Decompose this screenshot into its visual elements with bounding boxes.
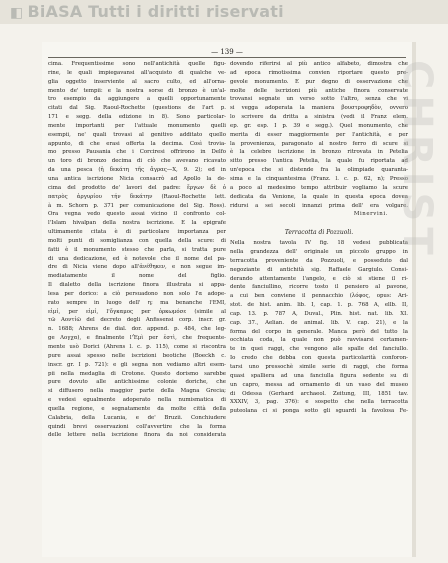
text-line: cap. 13. p. 787 A, Duval., Plin. hist. nat. lib. XI. [230,310,408,317]
section-gap [230,219,408,229]
text-line: molti punti di somiglianza con quella della scure: di [48,237,226,244]
library-logo-icon: ◧ [10,5,24,21]
text-line: forma del corpo in generale. Manca però del tutto la [230,328,408,335]
text-line: si diffusero nella maggior parte della Magna Grecia; [48,388,226,395]
text-line: ge Λογχα), e finalmente l'Ἐμὶ per ἐστὶ, che frequente- [48,335,226,342]
text-line: ep. gr. esp. I p. 39 e segg.). Quel monumento, che [230,122,408,129]
text-line: nella grandezza dell' originale un piccolo gruppo in [230,249,408,256]
text-line: l'Islam hivalpan della nostra iscrizione. E la epigrafe [48,220,226,227]
text-line: lo scrivere da dritta a sinistra (vedi il Franz elem. [230,114,408,121]
text-line: Calabria, della Lucania, e de' Bruzii. Conchiudere [48,414,226,421]
text-line: la provenienza, paragonato al nostro ferro di scure si [230,140,408,147]
text-line: terracotta proveniente da Pozzuoli, e posseduto dal [230,257,408,264]
library-banner [0,0,448,24]
text-line: quella regione, e segnatamente da molte città della [48,405,226,412]
section-title: Terracotta di Pozzuoli. [284,229,354,237]
text-line: fatti è il monumento stesso che parla, si tratta pure [48,246,226,253]
text-line: pii nella medaglia di Crotone. Questo dorismo sarebbe [48,370,226,377]
text-line: quindi brevi osservazioni coll'avvertire che la forma [48,423,226,430]
text-line: sima e la cinquantesima (Franz. l. c. p. 62, n); Presso [230,175,408,182]
text-line: a cui ben conviene il pennacchio (λόφος, opus: Ari- [230,293,408,300]
text-line: tro esempio da aggiungere a quelli opportunamente [48,96,226,103]
text-line: τῶ Αοντίῶ del decreto degli Anfissensi corp. inscr. gr. [48,317,226,324]
document-page [42,42,412,557]
text-line: Io credo che debba con questa particolarità conforon- [230,355,408,362]
text-line: ultimamente citata è di particolare importanza per [48,229,226,236]
banner-text [10,2,284,21]
text-line: Nella nostra tavola IV fig. 18 vedesi pubblicata [230,240,408,247]
text-line: e vedesi egualmente adoperato nella numismatica di [48,397,226,404]
text-line: dedicata da Venione, la quale in questa epoca dovea [230,193,408,200]
text-line: rato sempre in luogo dell' η; ma benanche l'ΕΜΙ, [48,299,226,306]
left-column [48,60,226,440]
page-edge [412,42,416,557]
banner-label: BiASA Tutti i diritti riservati [27,2,284,21]
text-line: ridursi a sei secoli innanzi prima dell' era volgare. [230,202,408,209]
text-line: è la celebre iscrizione in bronzo ritrovata in Petelia [230,149,408,156]
text-line: un'epoca che si distende fra la olimpiade quaranta- [230,167,408,174]
text-line: a poco al medesimo tempo attribuir vogliamo la scure [230,184,408,191]
text-line: merita di esser maggiormente per l'antichità, e per [230,131,408,138]
text-line: mente importanti per l'attuale monumento quelli [48,122,226,129]
text-line: pure assai spesso nelle iscrizioni beotiche (Boeckh c. [48,352,226,359]
text-line: lesa per dorico: a ciò persuadono non solo l'α adope- [48,290,226,297]
text-line: sitto presso l'antica Petelia, la quale fu riportata ad [230,158,408,165]
text-line: XXXIV, 3, pag. 376): e sospetto che nella terracotta [230,399,408,406]
text-line: glia oggetto inserviente al sacro culto, ed all'orna- [48,78,226,85]
text-line: trovansi segnate un verso sotto l'altro, senza che vi [230,96,408,103]
text-line: una antica iscrizione Nicia consacrò ad Apollo la de- [48,175,226,182]
text-line: cap. 37., Aelian. de animal. lib. V. cap. 21), e la [230,319,408,326]
watermark-text: CHRIST [394,60,440,261]
text-line: delle lettere nella iscrizione finora da noi considerata [48,432,226,439]
text-line: rine, le quali impiegavansi all'acquisto di qualche ve- [48,69,226,76]
text-line: citati dal Sig. Raoul-Rochette (questions de l'art p. [48,105,226,112]
text-line: appunto, di che erasi offerta la decima. Così trovia- [48,140,226,147]
text-line: mo presso Pausania che i Corciresi offrirono in Delfo [48,149,226,156]
right-column-bottom [230,239,408,416]
text-line: Ora vegna vedo questo assai vicino il confronto col- [48,211,226,218]
page-number: — 139 — [211,48,243,56]
text-line: mento de' tempii: e la nostra sorse di bronzo è un'al- [48,87,226,94]
text-line: esempii, ne' quali trovasi al genitivo additato quello [48,131,226,138]
text-line: cima del prodotto de' lavori del padre: ἔργων δὲ ὁ [48,184,226,191]
text-line: occhiata coda, la quale non può ravvisarsi certamen- [230,337,408,344]
text-line: tarsi uno pressochè simile serie di raggi, che forma [230,364,408,370]
text-line: un toro di bronzo decima di ciò che avevano ricavato [48,158,226,165]
text-line: dovendo riferirsi al più antico alfabeto, dimostra che [230,61,408,67]
text-line: mediatamente il nome del figlio. [48,273,226,280]
text-line: cima. Frequentissime sono nell'antichità quelle figu- [48,61,226,67]
text-line: Il dialetto della iscrizione finora illustrata si appa- [48,282,226,289]
text-line: mente usò Dorici (Ahrens l. c. p. 115), come si riscontra [48,344,226,350]
text-line: dente fanciullino, ricorre tosto il pensiero al pavone, [230,284,408,291]
text-line: πατρὸς ἀργυρίου τήν δεκάτην (Raoul-Rochette lett. [48,193,226,200]
right-column-top [230,60,408,210]
text-line: dre di Nicia viene dopo all'ἀνέθηκεν, e non segue im- [48,264,226,271]
text-line: stot. de hist. anim. lib. I, cap. 1. p. 768 A, ellb. II, [230,302,408,309]
text-line: inscr. gr. I p. 721): e gli segna non vediamo altri esem- [48,361,226,368]
text-line: negoziante di antichità sig. Raffaele Gargiulo. Consi- [230,266,408,273]
text-line: di Odessa (Gerhard archaeol. Zeitung, III, 1851 tav. [230,390,408,397]
text-line: ad epoca rimotissima convien riportare questo pre- [230,69,408,76]
text-line: n. 1688; Ahrens de dial. dor. append. p. 484, che leg- [48,326,226,333]
author-signature: Minervini. [353,211,388,218]
text-line: si vegga adoperata la maniera βουστροφηδὸν, ovvero [230,105,408,112]
text-line: te in quei raggi, che vengono alle spalle del fanciullo. [230,346,408,353]
text-line: da una pesca (ἡ δεκάτη τῆς ἄγρας—X, 9. 2); ed in [48,167,226,174]
text-line: di una dedicazione, ed è notevole che il nome del pa- [48,255,226,262]
text-line: pure dovuto alle antichissime colonie doriche, che [48,379,226,386]
text-line: à m. Schorn p. 371 per comunicazione del Sig. Ross). [48,202,226,209]
text-line: gevole monumento. E pur degno di osservazione che [230,78,408,85]
text-line: un capro, messa ad ornamento di un vaso del museo [230,381,408,388]
text-line: molte delle iscrizioni più antiche finora conservate [230,87,408,94]
text-line: quasi spalliera ad una fanciulla figura sedente su di [230,372,408,379]
text-line: derando attentamente l'angelo, e ciò si stiene il ri- [230,275,408,282]
text-line: εἰμί, per εἰμί, l'ὄγκαμος per ὀρκωμόσε (simile al [48,308,226,315]
header-rule [48,57,406,58]
text-line: puteolana ci si ponga sotto gli sguardi la favolosa Fe- [230,408,408,415]
right-column [230,60,408,416]
text-line: 171 e segg. della edizione in 8). Sono particolar- [48,114,226,121]
